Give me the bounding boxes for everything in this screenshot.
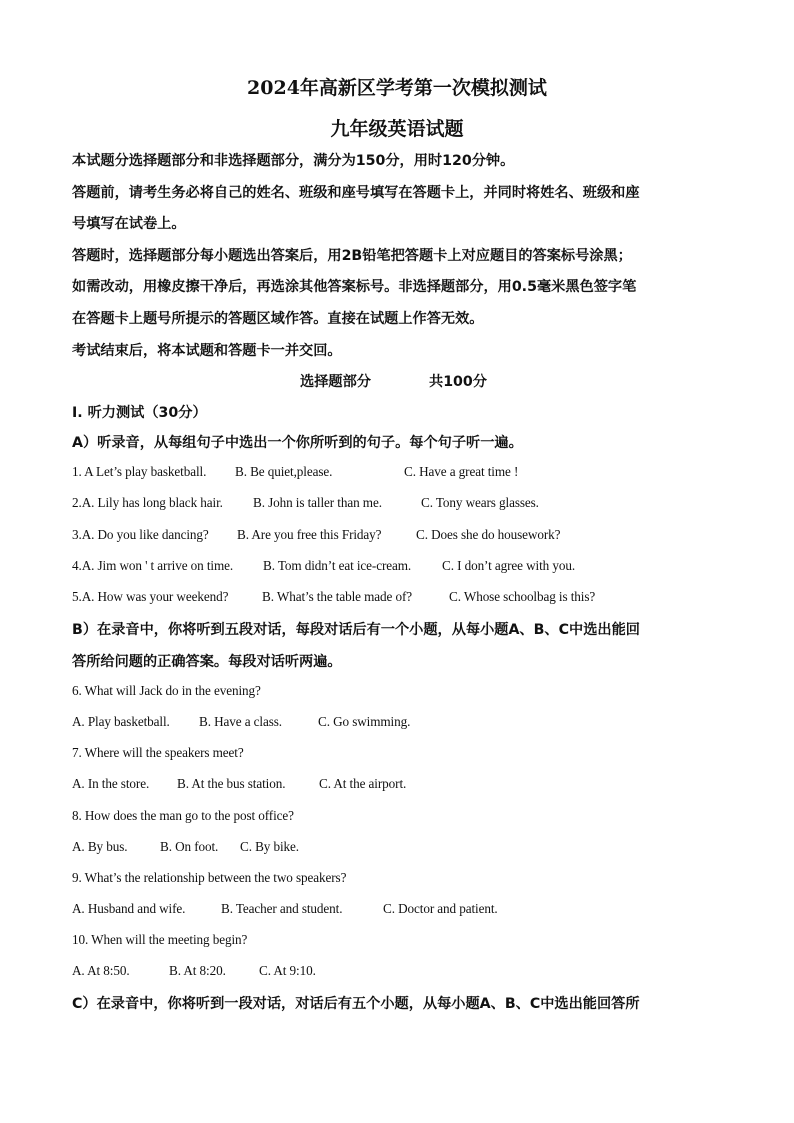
instruction-line: 考试结束后，将本试题和答题卡一并交回。 — [72, 343, 342, 359]
question-10-option-b: B. At 8:20. — [169, 963, 226, 978]
question-9-option-c: C. Doctor and patient. — [383, 901, 498, 916]
question-9: 9. What’s the relationship between the two speakers? — [72, 870, 347, 885]
question-10-option-a: A. At 8:50. — [72, 963, 130, 978]
section-a-item-1-option-a: 1. A Let’s play basketball. — [72, 464, 207, 479]
instruction-line: 答题时，选择题部分每小题选出答案后，用2B铅笔把答题卡上对应题目的答案标号涂黑； — [72, 248, 632, 264]
section-a-item-4-option-a: 4.A. Jim won ' t arrive on time. — [72, 558, 234, 573]
section-a-item-1-option-c: C. Have a great time ! — [404, 464, 519, 479]
section-a-item-4-option-b: B. Tom didn’t eat ice-cream. — [263, 558, 412, 573]
question-10-option-c: C. At 9:10. — [259, 963, 316, 978]
instruction-line: 如需改动，用橡皮擦干净后，再选涂其他答案标号。非选择题部分，用0.5毫米黑色签字笔 — [72, 279, 637, 295]
exam-subtitle: 九年级英语试题 — [330, 118, 464, 140]
instruction-line: 答题前，请考生务必将自己的姓名、班级和座号填写在答题卡上，并同时将姓名、班级和座 — [72, 185, 640, 201]
section-b-instruction: 答所给问题的正确答案。每段对话听两遍。 — [72, 654, 342, 670]
section-a-item-3-option-a: 3.A. Do you like dancing? — [72, 527, 209, 542]
question-8-option-c: C. By bike. — [240, 839, 299, 854]
exam-title: 2024年高新区学考第一次模拟测试 — [247, 77, 547, 99]
question-9-option-b: B. Teacher and student. — [221, 901, 343, 916]
section-a-item-1-option-b: B. Be quiet,please. — [235, 464, 333, 479]
section-a-item-5-option-c: C. Whose schoolbag is this? — [449, 589, 596, 604]
question-6-option-a: A. Play basketball. — [72, 714, 170, 729]
section-a-item-4-option-c: C. I don’t agree with you. — [442, 558, 576, 573]
question-7-option-c: C. At the airport. — [319, 776, 407, 791]
question-7-option-b: B. At the bus station. — [177, 776, 286, 791]
section-a-item-2-option-a: 2.A. Lily has long black hair. — [72, 495, 223, 510]
section-a-item-5-option-a: 5.A. How was your weekend? — [72, 589, 229, 604]
question-7-option-a: A. In the store. — [72, 776, 150, 791]
section-heading-listening: I. 听力测试（30分） — [72, 405, 207, 421]
question-10: 10. When will the meeting begin? — [72, 932, 248, 947]
section-a-item-5-option-b: B. What’s the table made of? — [262, 589, 413, 604]
question-8-option-b: B. On foot. — [160, 839, 219, 854]
question-6-option-b: B. Have a class. — [199, 714, 282, 729]
part-heading-points: 共100分 — [429, 374, 487, 390]
question-6: 6. What will Jack do in the evening? — [72, 683, 261, 698]
question-9-option-a: A. Husband and wife. — [72, 901, 186, 916]
instruction-line: 本试题分选择题部分和非选择题部分，满分为150分，用时120分钟。 — [72, 153, 515, 169]
instruction-line: 号填写在试卷上。 — [72, 216, 186, 232]
question-8-option-a: A. By bus. — [72, 839, 128, 854]
instruction-line: 在答题卡上题号所提示的答题区域作答。直接在试题上作答无效。 — [72, 311, 484, 327]
section-a-item-3-option-b: B. Are you free this Friday? — [237, 527, 382, 542]
question-6-option-c: C. Go swimming. — [318, 714, 411, 729]
section-c-instruction: C）在录音中，你将听到一段对话，对话后有五个小题，从每小题A、B、C中选出能回答所 — [72, 996, 640, 1012]
section-a-item-3-option-c: C. Does she do housework? — [416, 527, 561, 542]
section-a-item-2-option-c: C. Tony wears glasses. — [421, 495, 539, 510]
section-a-item-2-option-b: B. John is taller than me. — [253, 495, 382, 510]
part-heading-name: 选择题部分 — [300, 374, 371, 390]
section-a-instruction: A）听录音，从每组句子中选出一个你所听到的句子。每个句子听一遍。 — [72, 435, 523, 451]
section-b-instruction: B）在录音中，你将听到五段对话，每段对话后有一个小题，从每小题A、B、C中选出能回 — [72, 622, 640, 638]
question-8: 8. How does the man go to the post office? — [72, 808, 294, 823]
question-7: 7. Where will the speakers meet? — [72, 745, 244, 760]
